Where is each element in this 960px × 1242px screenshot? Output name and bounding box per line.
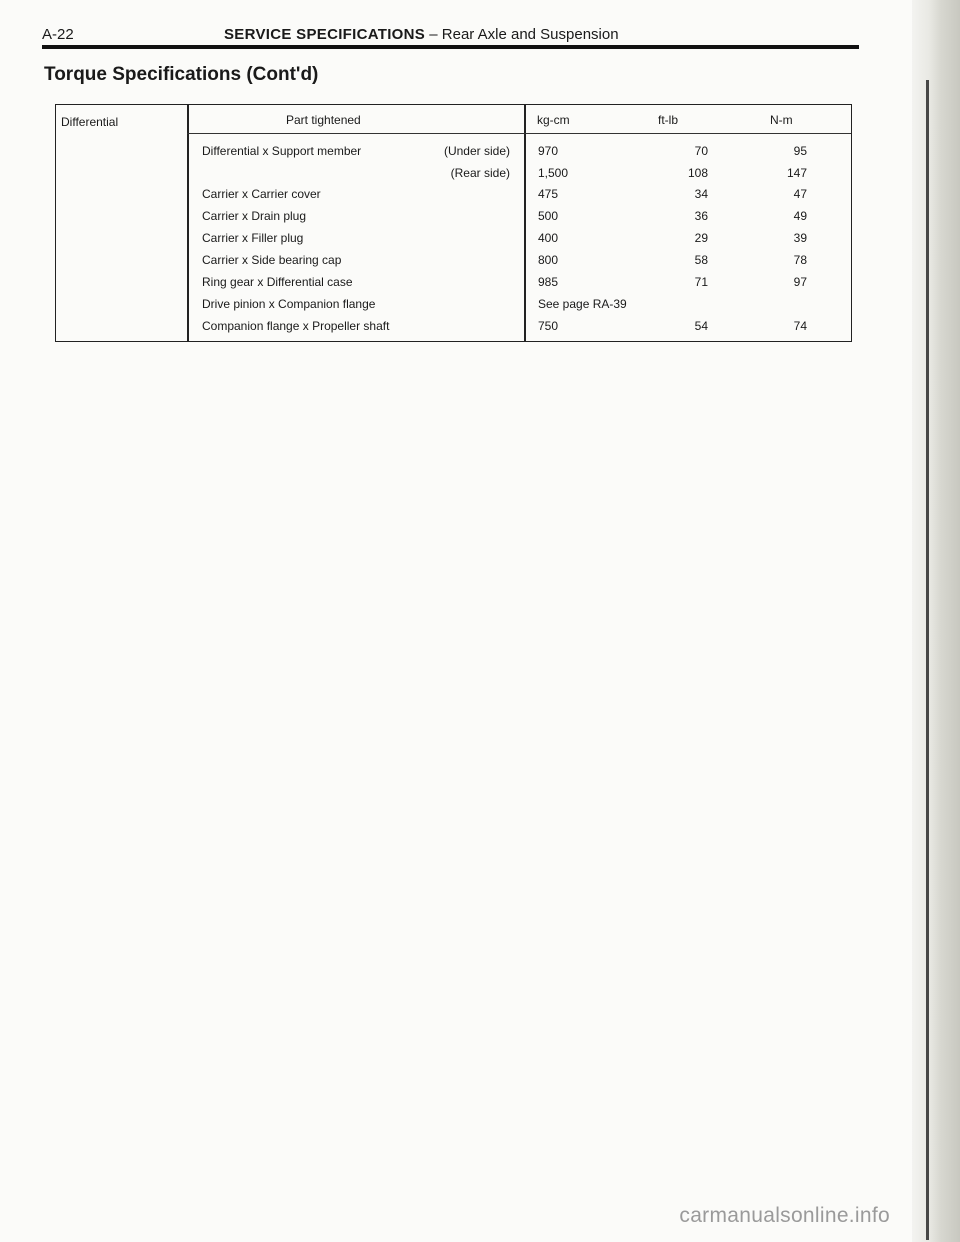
row-nm: 97 [793,275,807,289]
row-nm: 74 [793,319,807,333]
row-nm: 49 [793,209,807,223]
row-kgcm: 750 [538,319,559,333]
row-ftlb: 108 [687,166,708,180]
row-nm: 78 [793,253,807,267]
row-part: Companion flange x Propeller shaft [202,319,390,333]
page-header [42,24,858,46]
table-header-rule [187,133,851,134]
row-part: Carrier x Filler plug [202,231,304,245]
row-kgcm: 500 [538,209,559,223]
col-header-ftlb: ft-lb [658,113,679,127]
page-edge [912,0,960,1242]
row-nm: 47 [793,187,807,201]
row-part: Ring gear x Differential case [202,275,353,289]
row-note: (Under side) [443,144,510,158]
page-number: A-22 [42,26,74,43]
row-part: Carrier x Side bearing cap [202,253,342,267]
row-part: Carrier x Carrier cover [202,187,321,201]
row-kgcm: 970 [538,144,559,158]
group-label: Differential [61,115,119,129]
row-nm: 147 [786,166,807,180]
table-divider-values [524,105,526,341]
row-ftlb: 29 [694,231,708,245]
row-ftlb: 70 [694,144,708,158]
row-nm: 95 [793,144,807,158]
row-ftlb: 34 [694,187,708,201]
row-ftlb: 36 [694,209,708,223]
watermark: carmanualsonline.info [679,1204,890,1227]
running-title [224,26,619,43]
col-header-nm: N-m [770,113,793,127]
row-kgcm: 800 [538,253,559,267]
torque-spec-table [55,104,852,342]
header-rule [42,45,859,49]
section-title: Torque Specifications (Cont'd) [44,64,319,85]
row-nm: 39 [793,231,807,245]
row-ftlb: 71 [694,275,708,289]
row-kgcm: 400 [538,231,559,245]
col-header-part: Part tightened [286,113,361,127]
row-kgcm: 985 [538,275,559,289]
row-ftlb: 54 [694,319,708,333]
binding-line [926,80,929,1240]
row-kgcm: 475 [538,187,559,201]
row-kgcm: See page RA-39 [538,297,627,311]
row-note: (Rear side) [450,166,510,180]
row-part: Differential x Support member [202,144,362,158]
row-part: Drive pinion x Companion flange [202,297,376,311]
running-title-rest: – Rear Axle and Suspension [425,26,619,43]
row-ftlb: 58 [694,253,708,267]
row-part: Carrier x Drain plug [202,209,307,223]
running-title-caps: SERVICE SPECIFICATIONS [224,26,426,43]
table-divider-group [187,105,189,341]
col-header-kgcm: kg-cm [537,113,570,127]
row-kgcm: 1,500 [538,166,569,180]
